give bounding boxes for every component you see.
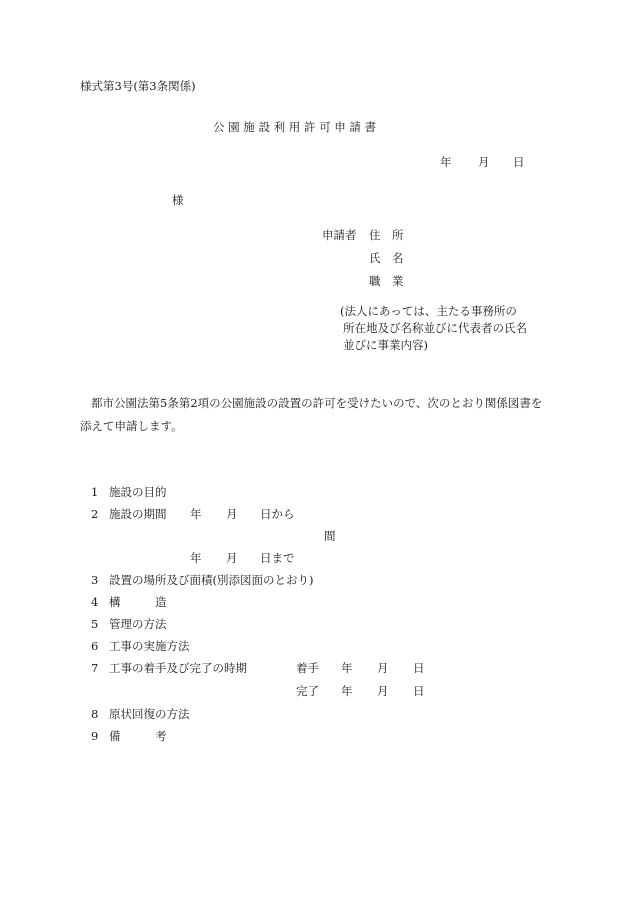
item-7-start-year: 年 [341,661,353,675]
item-7-start-month: 月 [377,661,389,675]
item-9-number: 9 [91,729,99,743]
name-label: 氏 名 [369,251,404,265]
occupation-label: 職 業 [369,274,404,288]
addressee-suffix: 様 [172,193,184,207]
item-2-between: 間 [324,529,336,543]
item-6-label: 工事の実施方法 [109,639,190,653]
date-month-label: 月 [478,155,490,169]
item-7-start: 着手 [296,661,319,675]
item-1-number: 1 [91,485,99,499]
item-7-number: 7 [91,661,99,675]
date-day-label: 日 [513,155,525,169]
item-2-month: 月 [226,507,238,521]
item-2-until: 日まで [260,551,295,565]
item-8-number: 8 [91,707,99,721]
item-3-label: 設置の場所及び面積(別添図面のとおり) [109,573,314,587]
item-7-start-day: 日 [413,661,425,675]
page-title: 公 園 施 設 利 用 許 可 申 請 書 [213,120,377,134]
item-2-number: 2 [91,507,99,521]
address-label: 住 所 [369,228,404,242]
item-4-number: 4 [91,595,99,609]
item-1-label: 施設の目的 [109,485,167,499]
form-number: 様式第3号(第3条関係) [80,79,196,93]
item-7-end-month: 月 [377,684,389,698]
applicant-label: 申請者 [322,228,357,242]
item-6-number: 6 [91,639,99,653]
item-4-label: 構 造 [109,595,167,609]
date-year-label: 年 [440,155,452,169]
item-7-end-year: 年 [341,684,353,698]
item-7-end-day: 日 [413,684,425,698]
item-2-year: 年 [190,507,202,521]
item-3-number: 3 [91,573,99,587]
item-7-end: 完了 [296,684,319,698]
item-5-number: 5 [91,617,99,631]
corporate-note-line-2: 所在地及び名称並びに代表者の氏名 [343,321,527,335]
item-5-label: 管理の方法 [109,617,167,631]
corporate-note-line-1: (法人にあっては、主たる事務所の [340,304,517,318]
item-8-label: 原状回復の方法 [109,707,190,721]
item-2-month-end: 月 [226,551,238,565]
item-2-from: 日から [260,507,295,521]
body-line-1: 都市公園法第5条第2項の公園施設の設置の許可を受けたいので、次のとおり関係図書を [91,396,543,410]
item-2-label: 施設の期間 [109,507,167,521]
item-7-label: 工事の着手及び完了の時期 [109,661,247,675]
item-2-year-end: 年 [190,551,202,565]
corporate-note-line-3: 並びに事業内容) [343,338,428,352]
item-9-label: 備 考 [109,729,167,743]
body-line-2: 添えて申請します。 [80,419,183,433]
